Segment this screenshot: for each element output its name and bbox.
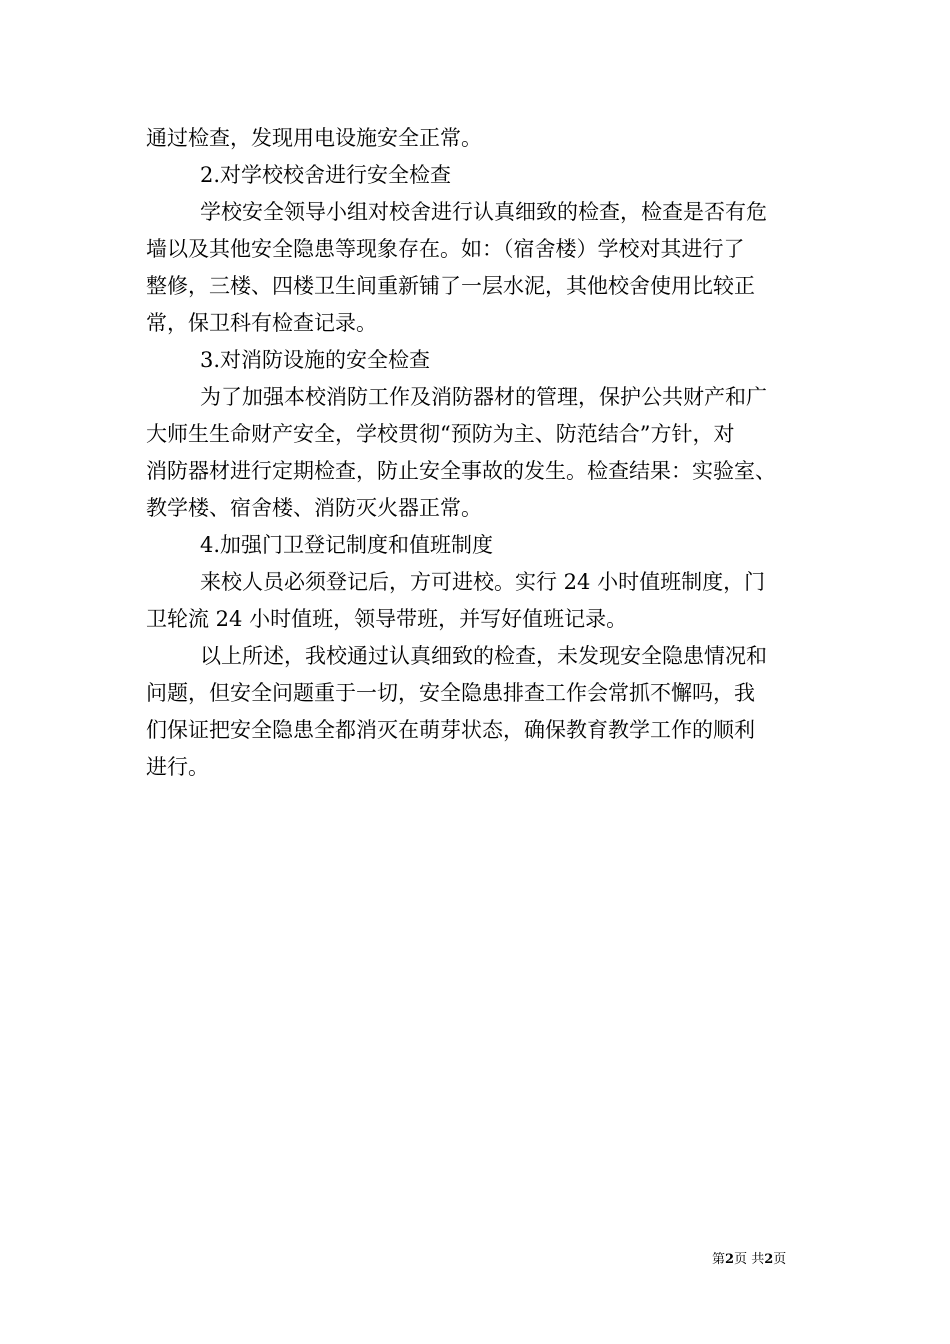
text-line-13: 来校人员必须登记后，方可进校。实行 24 小时值班制度，门 <box>200 570 766 594</box>
heading-4: 4.加强门卫登记制度和值班制度 <box>200 533 494 557</box>
text-line-17: 们保证把安全隐患全都消灭在萌芽状态，确保教育教学工作的顺利 <box>146 718 755 742</box>
text-line-14: 卫轮流 24 小时值班，领导带班，并写好值班记录。 <box>146 607 628 631</box>
heading-3: 3.对消防设施的安全检查 <box>200 348 431 372</box>
text-line-15: 以上所述，我校通过认真细致的检查，未发现安全隐患情况和 <box>200 644 767 668</box>
text-line-11: 教学楼、宿舍楼、消防灭火器正常。 <box>146 496 482 520</box>
text-line-6: 常，保卫科有检查记录。 <box>146 311 377 335</box>
footer-suffix: 页 <box>773 1252 787 1267</box>
heading-2: 2.对学校校舍进行安全检查 <box>200 163 452 187</box>
text-line-1: 通过检查，发现用电设施安全正常。 <box>146 126 482 150</box>
footer-page-number: 2 <box>725 1252 735 1267</box>
footer-middle: 页 共 <box>734 1252 765 1267</box>
text-line-8: 为了加强本校消防工作及消防器材的管理，保护公共财产和广 <box>200 385 767 409</box>
text-line-4: 墙以及其他安全隐患等现象存在。如：（宿舍楼）学校对其进行了 <box>146 237 745 261</box>
text-line-18: 进行。 <box>146 755 209 779</box>
page-footer <box>712 1248 786 1267</box>
text-line-5: 整修，三楼、四楼卫生间重新铺了一层水泥，其他校舍使用比较正 <box>146 274 755 298</box>
text-line-9: 大师生生命财产安全，学校贯彻“预防为主、防范结合”方针，对 <box>146 422 735 446</box>
footer-total-pages: 2 <box>764 1252 774 1267</box>
text-line-3: 学校安全领导小组对校舍进行认真细致的检查，检查是否有危 <box>200 200 767 224</box>
text-line-16: 问题，但安全问题重于一切，安全隐患排查工作会常抓不懈吗，我 <box>146 681 755 705</box>
text-line-10: 消防器材进行定期检查，防止安全事故的发生。检查结果：实验室、 <box>146 459 776 483</box>
footer-prefix: 第 <box>712 1252 726 1267</box>
